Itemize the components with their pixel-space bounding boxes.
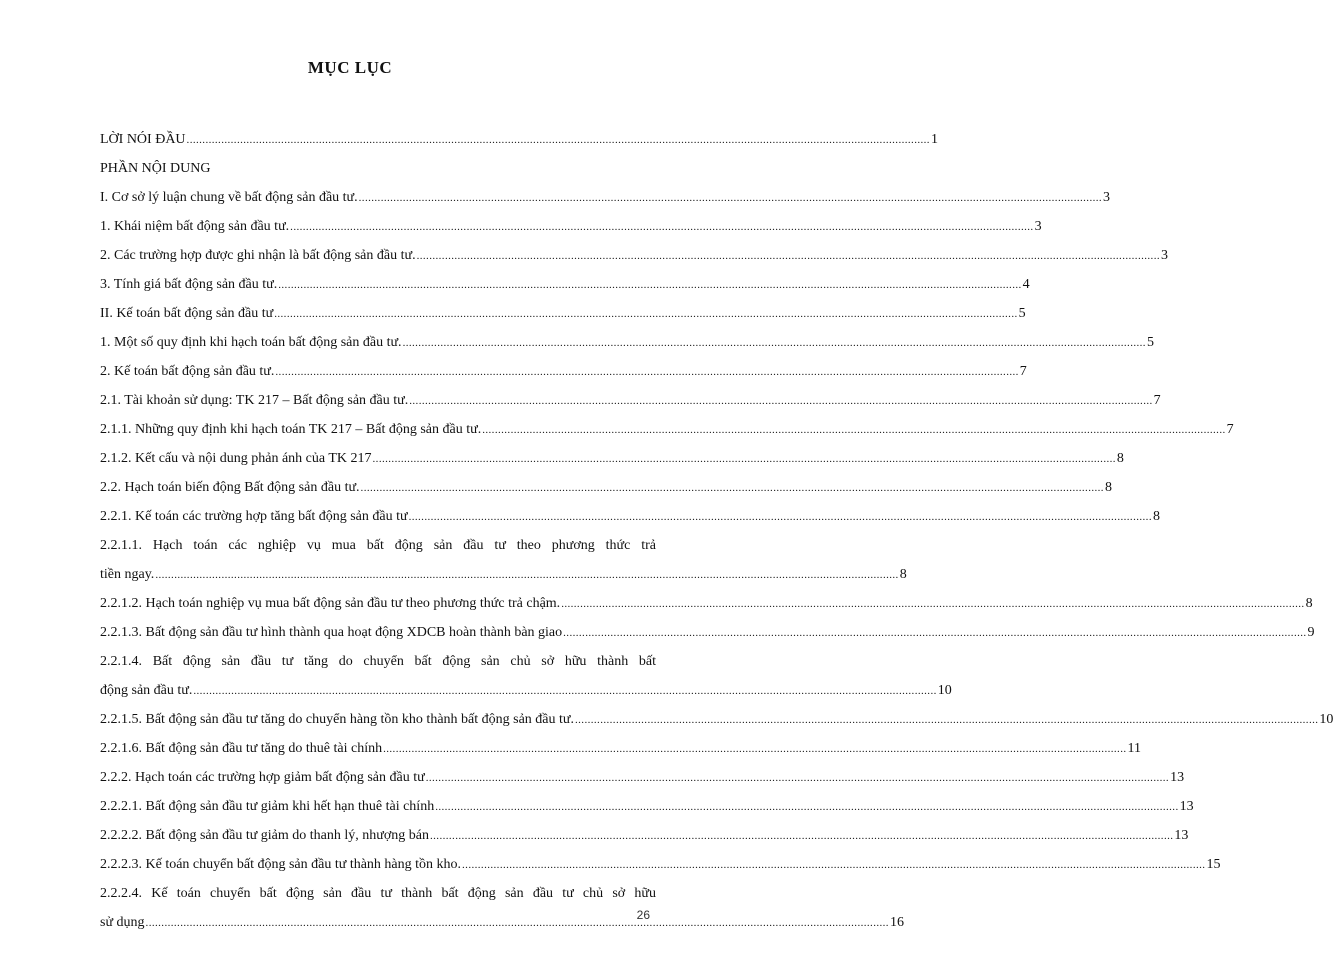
dot-leader <box>359 184 1102 213</box>
toc-entry[interactable] <box>100 734 1141 763</box>
toc-entry-page: 13 <box>1170 770 1185 785</box>
toc-entry[interactable] <box>100 386 1161 415</box>
toc-entry-page: 3 <box>1103 190 1111 205</box>
toc-entry-title: 2.1. Tài khoản sử dụng: TK 217 – Bất động sản đầu tư. <box>100 393 409 408</box>
toc-entry-title-continued: động sản đầu tư. <box>100 683 193 698</box>
toc-entry[interactable] <box>100 589 1313 618</box>
dot-leader <box>274 300 1017 329</box>
dot-leader <box>426 764 1169 793</box>
toc-entry-title: 2.2. Hạch toán biến động Bất động sản đầu tư. <box>100 480 360 495</box>
dot-leader <box>193 677 936 706</box>
toc-entry-page: 4 <box>1022 277 1030 292</box>
toc-entry-title: 2.2.1.2. Hạch toán nghiệp vụ mua bất động sản đầu tư theo phương thức trả chậm. <box>100 596 561 611</box>
toc-entry[interactable] <box>100 473 1112 502</box>
dot-leader <box>278 271 1021 300</box>
toc-entry-title-continued: tiền ngay. <box>100 567 155 582</box>
toc-entry[interactable] <box>100 415 1234 444</box>
toc-entry-page: 10 <box>1319 712 1333 727</box>
toc-entry[interactable] <box>100 212 1042 241</box>
dot-leader <box>275 358 1018 387</box>
dot-leader <box>409 387 1152 416</box>
toc-entry-title: 2. Kế toán bất động sản đầu tư. <box>100 364 275 379</box>
toc-entry-page: 8 <box>1305 596 1313 611</box>
toc-entry-page: 8 <box>1152 509 1160 524</box>
toc-entry-page: 15 <box>1206 857 1221 872</box>
toc-entry[interactable] <box>100 531 907 589</box>
toc-entry-page: 10 <box>937 683 952 698</box>
toc-entry[interactable] <box>100 270 1030 299</box>
toc-entry-title: 1. Khái niệm bất động sản đầu tư. <box>100 219 290 234</box>
toc-entry[interactable] <box>100 850 1221 879</box>
toc-entry-title: 2.2.1. Kế toán các trường hợp tăng bất động sản đầu tư <box>100 509 408 524</box>
toc-entry[interactable] <box>100 647 952 705</box>
toc-entry-page: 3 <box>1034 219 1042 234</box>
toc-entry-title: 2.1.1. Những quy định khi hạch toán TK 217 – Bất động sản đầu tư. <box>100 422 482 437</box>
dot-leader <box>561 590 1304 619</box>
toc-entry[interactable] <box>100 241 1168 270</box>
toc-entry[interactable] <box>100 183 1111 212</box>
dot-leader <box>435 793 1178 822</box>
toc-entry-title: 2.2.1.4. Bất động sản đầu tư tăng do chuyển bất động sản chủ sở hữu thành bất <box>100 654 656 669</box>
toc-entry-title: 3. Tính giá bất động sản đầu tư. <box>100 277 278 292</box>
toc-entry-page: 3 <box>1161 248 1168 263</box>
toc-entry-title: 2.2.2.1. Bất động sản đầu tư giảm khi hết hạn thuê tài chính <box>100 799 435 814</box>
toc-entry-title: 2.2.2.2. Bất động sản đầu tư giảm do thanh lý, nhượng bán <box>100 828 429 843</box>
toc-entry-page: 16 <box>889 915 904 930</box>
toc-entry-title: 2.2.1.5. Bất động sản đầu tư tăng do chuyển hàng tồn kho thành bất động sản đầu tư. <box>100 712 574 727</box>
toc-entry-page: 13 <box>1174 828 1189 843</box>
toc-entry-title: 2. Các trường hợp được ghi nhận là bất động sản đầu tư. <box>100 248 416 263</box>
toc-entry-title: II. Kế toán bất động sản đầu tư <box>100 306 274 321</box>
toc-entry-title: 2.2.1.1. Hạch toán các nghiệp vụ mua bất động sản đầu tư theo phương thức trả <box>100 538 656 553</box>
toc-entry[interactable] <box>100 328 1154 357</box>
toc-entry[interactable] <box>100 618 1315 647</box>
toc-entry[interactable] <box>100 154 656 183</box>
toc-entry-page: 8 <box>1104 480 1112 495</box>
page-number: 26 <box>636 908 650 922</box>
toc-entry-page: 11 <box>1127 741 1141 756</box>
dot-leader <box>361 474 1104 503</box>
toc-entry[interactable] <box>100 125 938 154</box>
toc-entry-title: LỜI NÓI ĐẦU <box>100 132 186 147</box>
toc-entry[interactable] <box>100 502 1160 531</box>
toc-entry[interactable] <box>100 792 1194 821</box>
dot-leader <box>403 329 1146 358</box>
toc-entry-title: PHẦN NỘI DUNG <box>100 161 211 176</box>
toc-entry-page: 8 <box>1116 451 1124 466</box>
dot-leader <box>563 619 1306 648</box>
dot-leader <box>146 909 889 938</box>
toc-entry-page: 1 <box>930 132 938 147</box>
toc-entry-title: 2.2.2. Hạch toán các trường hợp giảm bất động sản đầu tư <box>100 770 425 785</box>
toc-entry-title: 2.2.1.6. Bất động sản đầu tư tăng do thuê tài chính <box>100 741 383 756</box>
toc-entry-title: 2.2.2.4. Kế toán chuyển bất động sản đầu tư thành bất động sản đầu tư chủ sở hữu <box>100 886 656 901</box>
toc-entry[interactable] <box>100 299 1026 328</box>
toc-entry-page: 8 <box>899 567 907 582</box>
dot-leader <box>373 445 1116 474</box>
toc-entry-page: 7 <box>1226 422 1234 437</box>
dot-leader <box>430 822 1173 851</box>
toc-entry-title: 2.2.1.3. Bất động sản đầu tư hình thành qua hoạt động XDCB hoàn thành bàn giao <box>100 625 563 640</box>
toc-entry[interactable] <box>100 444 1124 473</box>
dot-leader <box>417 242 1160 271</box>
dot-leader <box>383 735 1126 764</box>
toc-entry-page: 5 <box>1018 306 1026 321</box>
toc-entry-title: 2.2.2.3. Kế toán chuyển bất động sản đầu tư thành hàng tồn kho. <box>100 857 462 872</box>
toc-entry-page: 7 <box>1019 364 1027 379</box>
dot-leader <box>482 416 1225 445</box>
table-of-contents <box>100 125 1333 937</box>
toc-entry[interactable] <box>100 879 904 937</box>
toc-entry[interactable] <box>100 705 1333 734</box>
toc-entry-page: 13 <box>1179 799 1194 814</box>
toc-entry-page: 7 <box>1153 393 1161 408</box>
dot-leader <box>575 706 1318 735</box>
toc-entry-title: I. Cơ sở lý luận chung về bất động sản đầu tư. <box>100 190 358 205</box>
toc-entry-title: 1. Một số quy định khi hạch toán bất động sản đầu tư. <box>100 335 402 350</box>
toc-entry[interactable] <box>100 357 1027 386</box>
dot-leader <box>409 503 1152 532</box>
dot-leader <box>462 851 1205 880</box>
page-title: MỤC LỤC <box>307 58 393 77</box>
toc-entry-title: 2.1.2. Kết cấu và nội dung phản ánh của TK 217 <box>100 451 372 466</box>
dot-leader <box>187 126 930 155</box>
toc-entry-page: 5 <box>1146 335 1154 350</box>
toc-entry[interactable] <box>100 821 1189 850</box>
toc-entry[interactable] <box>100 763 1185 792</box>
toc-entry-page: 9 <box>1307 625 1315 640</box>
toc-entry-title-continued: sử dụng <box>100 915 145 930</box>
dot-leader <box>290 213 1033 242</box>
dot-leader <box>155 561 898 590</box>
